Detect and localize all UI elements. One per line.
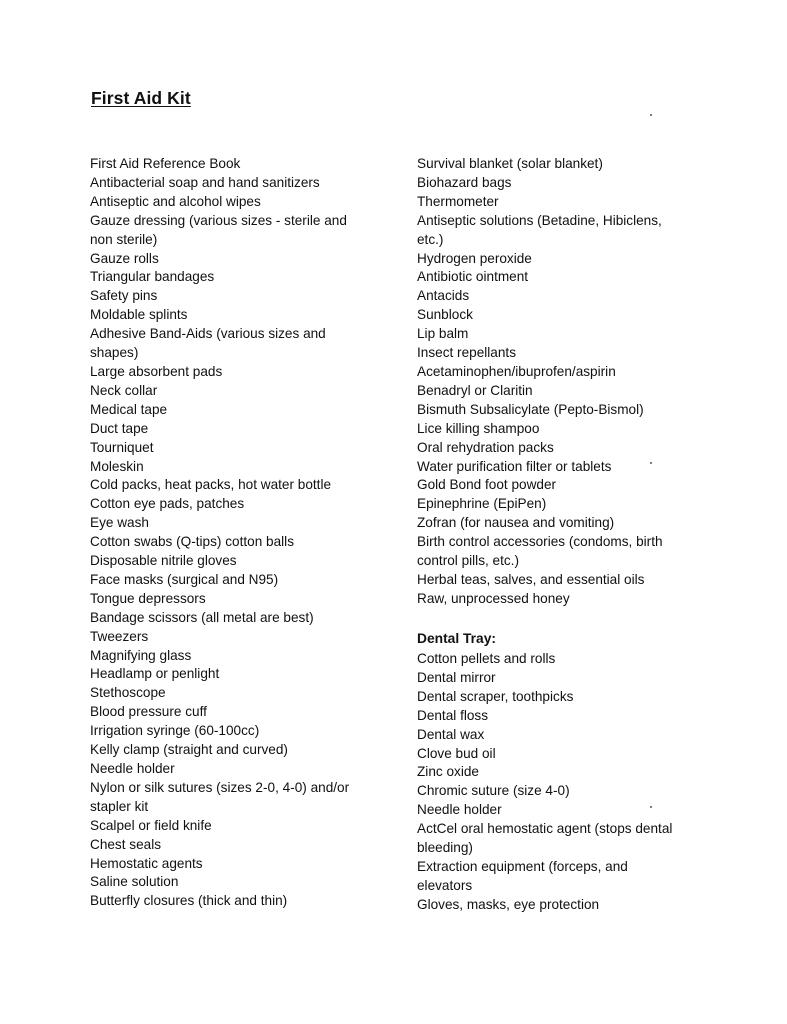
dental-list-item: Dental mirror	[417, 669, 496, 685]
dental-list-item: Extraction equipment (forceps, and	[417, 858, 628, 874]
dental-list-item: Dental scraper, toothpicks	[417, 688, 574, 704]
list-item: Zofran (for nausea and vomiting)	[417, 515, 615, 531]
list-item: Raw, unprocessed honey	[417, 590, 570, 606]
list-item: Stethoscope	[90, 685, 166, 701]
list-item: Tourniquet	[90, 439, 154, 455]
list-item: Antibiotic ointment	[417, 269, 529, 285]
dental-item-list	[417, 650, 717, 915]
list-item: Bandage scissors (all metal are best)	[90, 609, 314, 625]
list-item: Birth control accessories (condoms, birth	[417, 534, 663, 550]
scan-speck	[650, 806, 652, 808]
dental-list-item: Needle holder	[417, 802, 502, 818]
list-item: Water purification filter or tablets	[417, 458, 612, 474]
list-item: Survival blanket (solar blanket)	[417, 156, 603, 171]
list-item: shapes)	[90, 345, 139, 361]
list-item: Headlamp or penlight	[90, 666, 220, 682]
list-item: Biohazard bags	[417, 174, 512, 190]
list-item: Tongue depressors	[90, 590, 206, 606]
list-item: Face masks (surgical and N95)	[90, 571, 279, 587]
list-item: Adhesive Band-Aids (various sizes and	[90, 326, 326, 342]
list-item: Moldable splints	[90, 307, 188, 323]
list-item: Irrigation syringe (60-100cc)	[90, 723, 260, 739]
list-item: control pills, etc.)	[417, 553, 519, 569]
list-item: Sunblock	[417, 307, 473, 323]
list-item: Magnifying glass	[90, 647, 192, 663]
list-item: Saline solution	[90, 874, 179, 890]
scan-speck	[650, 462, 652, 464]
list-item: Medical tape	[90, 401, 168, 417]
list-item: Chest seals	[90, 836, 162, 852]
page-title: First Aid Kit	[91, 88, 191, 108]
list-item: Bismuth Subsalicylate (Pepto-Bismol)	[417, 401, 644, 417]
list-item: Gauze rolls	[90, 250, 159, 266]
list-item: Duct tape	[90, 420, 149, 436]
dental-list-item: bleeding)	[417, 840, 473, 856]
list-item: Kelly clamp (straight and curved)	[90, 742, 288, 758]
list-item: Insect repellants	[417, 345, 516, 361]
list-item: Benadryl or Claritin	[417, 382, 533, 398]
dental-list-item: Dental wax	[417, 726, 485, 742]
list-item: Large absorbent pads	[90, 363, 223, 379]
list-item: Neck collar	[90, 382, 158, 398]
list-item: Gauze dressing (various sizes - sterile and	[90, 212, 347, 228]
list-item: Epinephrine (EpiPen)	[417, 496, 547, 512]
list-item: Antiseptic and alcohol wipes	[90, 193, 261, 209]
list-item: Lice killing shampoo	[417, 420, 540, 436]
dental-list-item: elevators	[417, 877, 473, 893]
list-item: non sterile)	[90, 231, 158, 247]
list-item: Acetaminophen/ibuprofen/aspirin	[417, 363, 616, 379]
list-item: Disposable nitrile gloves	[90, 553, 237, 569]
list-item: First Aid Reference Book	[90, 156, 241, 171]
list-item: Oral rehydration packs	[417, 439, 554, 455]
list-item: Hydrogen peroxide	[417, 250, 532, 266]
list-item: Cotton swabs (Q-tips) cotton balls	[90, 534, 294, 550]
list-item: Thermometer	[417, 193, 499, 209]
list-item: Antacids	[417, 288, 470, 304]
list-item: Tweezers	[90, 628, 149, 644]
list-item: Eye wash	[90, 515, 149, 531]
list-item: Triangular bandages	[90, 269, 215, 285]
list-item: Hemostatic agents	[90, 855, 203, 871]
list-item: etc.)	[417, 231, 444, 247]
dental-list-item: Gloves, masks, eye protection	[417, 896, 600, 912]
dental-list-item: ActCel oral hemostatic agent (stops dental	[417, 821, 673, 837]
dental-list-item: Dental floss	[417, 707, 489, 723]
list-item: Nylon or silk sutures (sizes 2-0, 4-0) and/or	[90, 779, 350, 795]
list-item: Herbal teas, salves, and essential oils	[417, 571, 645, 587]
list-item: Cold packs, heat packs, hot water bottle	[90, 477, 332, 493]
dental-list-item: Clove bud oil	[417, 745, 496, 761]
dental-list-item: Cotton pellets and rolls	[417, 651, 556, 666]
list-item: Antiseptic solutions (Betadine, Hibiclens,	[417, 212, 662, 228]
list-item: Butterfly closures (thick and thin)	[90, 893, 288, 909]
list-item: Blood pressure cuff	[90, 704, 207, 720]
dental-list-item: Zinc oxide	[417, 764, 479, 780]
list-item: Antibacterial soap and hand sanitizers	[90, 174, 320, 190]
list-item: Moleskin	[90, 458, 144, 474]
list-item: Scalpel or field knife	[90, 817, 212, 833]
list-item: Gold Bond foot powder	[417, 477, 557, 493]
dental-tray-heading: Dental Tray:	[417, 631, 496, 646]
dental-list-item: Chromic suture (size 4-0)	[417, 783, 570, 799]
left-item-list	[90, 155, 380, 911]
scan-speck	[650, 114, 652, 116]
list-item: Cotton eye pads, patches	[90, 496, 245, 512]
list-item: Needle holder	[90, 761, 175, 776]
list-item: stapler kit	[90, 798, 149, 814]
right-item-list	[417, 155, 717, 609]
list-item: Safety pins	[90, 288, 158, 304]
list-item: Lip balm	[417, 326, 469, 342]
